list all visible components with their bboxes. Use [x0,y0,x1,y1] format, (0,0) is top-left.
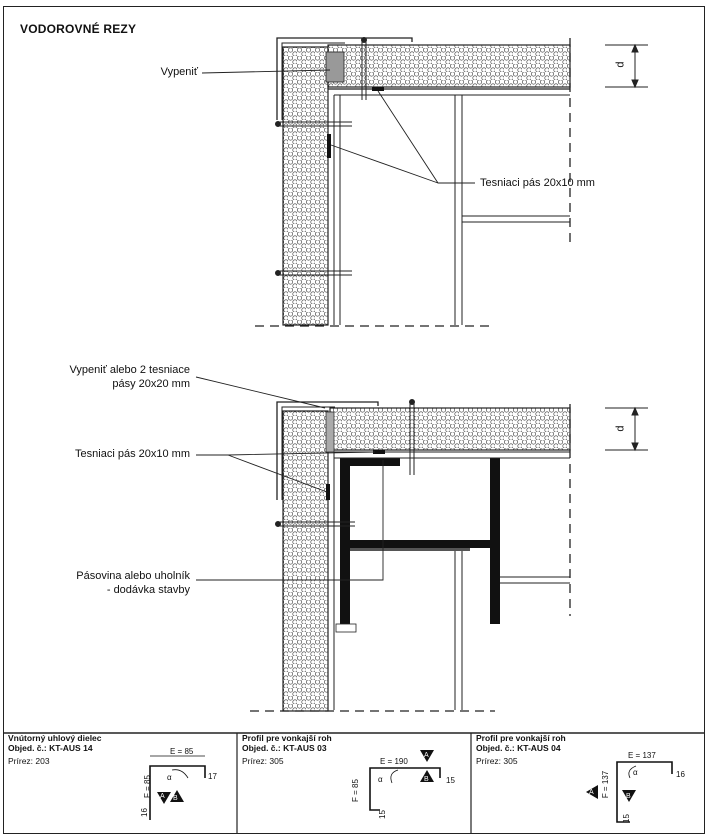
dim-d1: 17 [208,772,217,781]
marker-a-label: A [589,789,594,796]
dim-d2: 16 [139,808,149,817]
wall-panel-vertical [283,47,328,325]
dim-d1: 15 [446,776,455,785]
profile-name: Profil pre vonkajší roh [242,733,332,743]
profile-blank: Prírez: 305 [476,756,518,766]
dim-d1: 16 [676,770,685,779]
page-title: VODOROVNÉ REZY [20,22,137,36]
profile-panel-3 [476,733,702,832]
marker-b-label: B [424,776,429,783]
lower-section [196,377,648,711]
dim-e: E = 85 [170,747,194,756]
marker-b-label: B [173,795,178,802]
dim-e: E = 190 [380,757,408,766]
dimension-label: d [614,425,627,432]
angle-label: α [633,768,638,777]
steel-beam [340,458,500,624]
profile-order: Objed. č.: KT-AUS 14 [8,743,93,753]
profile-order: Objed. č.: KT-AUS 04 [476,743,561,753]
callout-foam-line1: Vypeniť alebo 2 tesniace [69,364,190,376]
roof-panel-horizontal [328,45,570,87]
angle-label: α [378,775,383,784]
callout-foam-line2: pásy 20x20 mm [112,378,190,390]
marker-b-label: B [626,793,631,800]
roof-panel-horizontal [330,408,570,450]
profile-blank: Prírez: 203 [8,756,50,766]
dim-f: F = 85 [350,779,360,802]
profile-order: Objed. č.: KT-AUS 03 [242,743,327,753]
callout-strip-line1: Pásovina alebo uholník [76,570,190,582]
dimension-label: d [614,61,627,68]
callout-seal: Tesniaci pás 20x10 mm [75,448,190,460]
profile-name: Profil pre vonkajší roh [476,733,566,743]
leader-foam [196,377,325,408]
leader-seal [331,91,475,183]
dim-d2: 15 [377,810,387,819]
callout-strip-line2: - dodávka stavby [106,584,190,596]
seal-strip [372,87,384,91]
profile-name: Vnútorný uhlový dielec [8,733,102,743]
wall-panel-vertical [283,411,328,711]
profile-blank: Prírez: 305 [242,756,284,766]
dim-d2: 15 [621,814,631,823]
profile-panel-1 [8,733,234,832]
marker-a-label: A [160,793,165,800]
seal-strip [327,134,331,158]
callout-foam: Vypeniť [160,66,198,78]
angle-label: α [167,773,172,782]
dim-f: F = 85 [142,775,152,798]
callout-seal: Tesniaci pás 20x10 mm [480,177,595,189]
foam-fill [326,52,344,82]
foam-fill [326,412,334,452]
marker-a-label: A [424,752,429,759]
dim-f: F = 137 [601,770,611,799]
dim-e: E = 137 [628,751,656,760]
